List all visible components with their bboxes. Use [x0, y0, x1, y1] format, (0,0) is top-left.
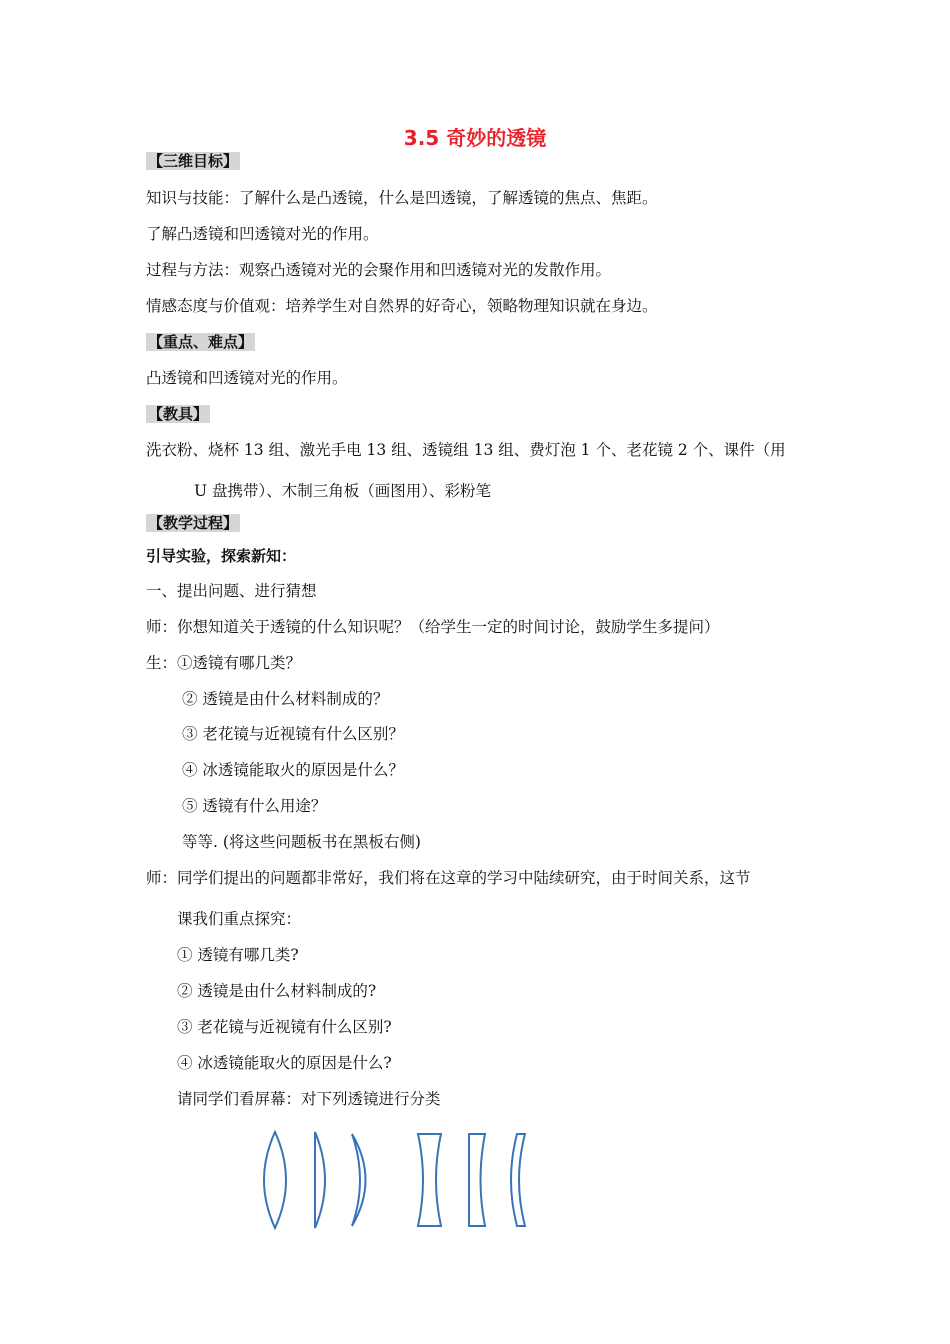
goal-line: 了解凸透镜和凹透镜对光的作用。 [146, 225, 379, 243]
tools-line: 洗衣粉、烧杯 13 组、激光手电 13 组、透镜组 13 组、费灯泡 1 个、老花镜 2 个、课件（用 [146, 441, 786, 459]
etc-note: 等等. (将这些问题板书在黑板右侧) [182, 833, 421, 851]
student-question: ③ 老花镜与近视镜有什么区别？ [182, 725, 404, 743]
goals-heading: 【三维目标】 [148, 152, 239, 170]
goal-line: 情感态度与价值观：培养学生对自然界的好奇心，领略物理知识就在身边。 [146, 297, 658, 315]
key-text: 凸透镜和凹透镜对光的作用。 [146, 369, 348, 387]
student-question: ④ 冰透镜能取火的原因是什么？ [182, 761, 404, 779]
screen-prompt: 请同学们看屏幕：对下列透镜进行分类 [177, 1090, 441, 1108]
tools-heading: 【教具】 [148, 405, 209, 423]
lens-diagram [255, 1128, 545, 1232]
student-question: ⑤ 透镜有什么用途？ [182, 797, 327, 815]
plano-concave-lens-icon [469, 1134, 485, 1226]
focus-question: ③ 老花镜与近视镜有什么区别? [177, 1018, 392, 1036]
student-question: ② 透镜是由什么材料制成的？ [182, 690, 389, 708]
convex-meniscus-lens-icon [352, 1134, 366, 1226]
tools-line: U 盘携带）、木制三角板（画图用）、彩粉笔 [194, 482, 491, 500]
plano-convex-lens-icon [315, 1132, 325, 1228]
goal-line: 知识与技能：了解什么是凸透镜，什么是凹透镜，了解透镜的焦点、焦距。 [146, 189, 658, 207]
student-question: 生：①透镜有哪几类？ [146, 654, 302, 672]
focus-question: ② 透镜是由什么材料制成的? [177, 982, 377, 1000]
teacher-response: 课我们重点探究： [177, 910, 302, 928]
page-title: 3.5 奇妙的透镜 [403, 126, 547, 150]
biconcave-lens-icon [418, 1134, 441, 1226]
key-heading: 【重点、难点】 [148, 333, 254, 351]
biconvex-lens-icon [264, 1132, 286, 1228]
process-subtitle: 引导实验，探索新知： [146, 547, 297, 565]
process-heading: 【教学过程】 [148, 514, 239, 532]
teacher-question: 师：你想知道关于透镜的什么知识呢？（给学生一定的时间讨论，鼓励学生多提问） [146, 618, 720, 636]
concave-meniscus-lens-icon [511, 1134, 525, 1226]
focus-question: ① 透镜有哪几类? [177, 946, 299, 964]
step-heading: 一、提出问题、进行猜想 [146, 582, 317, 600]
focus-question: ④ 冰透镜能取火的原因是什么? [177, 1054, 392, 1072]
goal-line: 过程与方法：观察凸透镜对光的会聚作用和凹透镜对光的发散作用。 [146, 261, 612, 279]
teacher-response: 师：同学们提出的问题都非常好，我们将在这章的学习中陆续研究，由于时间关系，这节 [146, 869, 751, 887]
